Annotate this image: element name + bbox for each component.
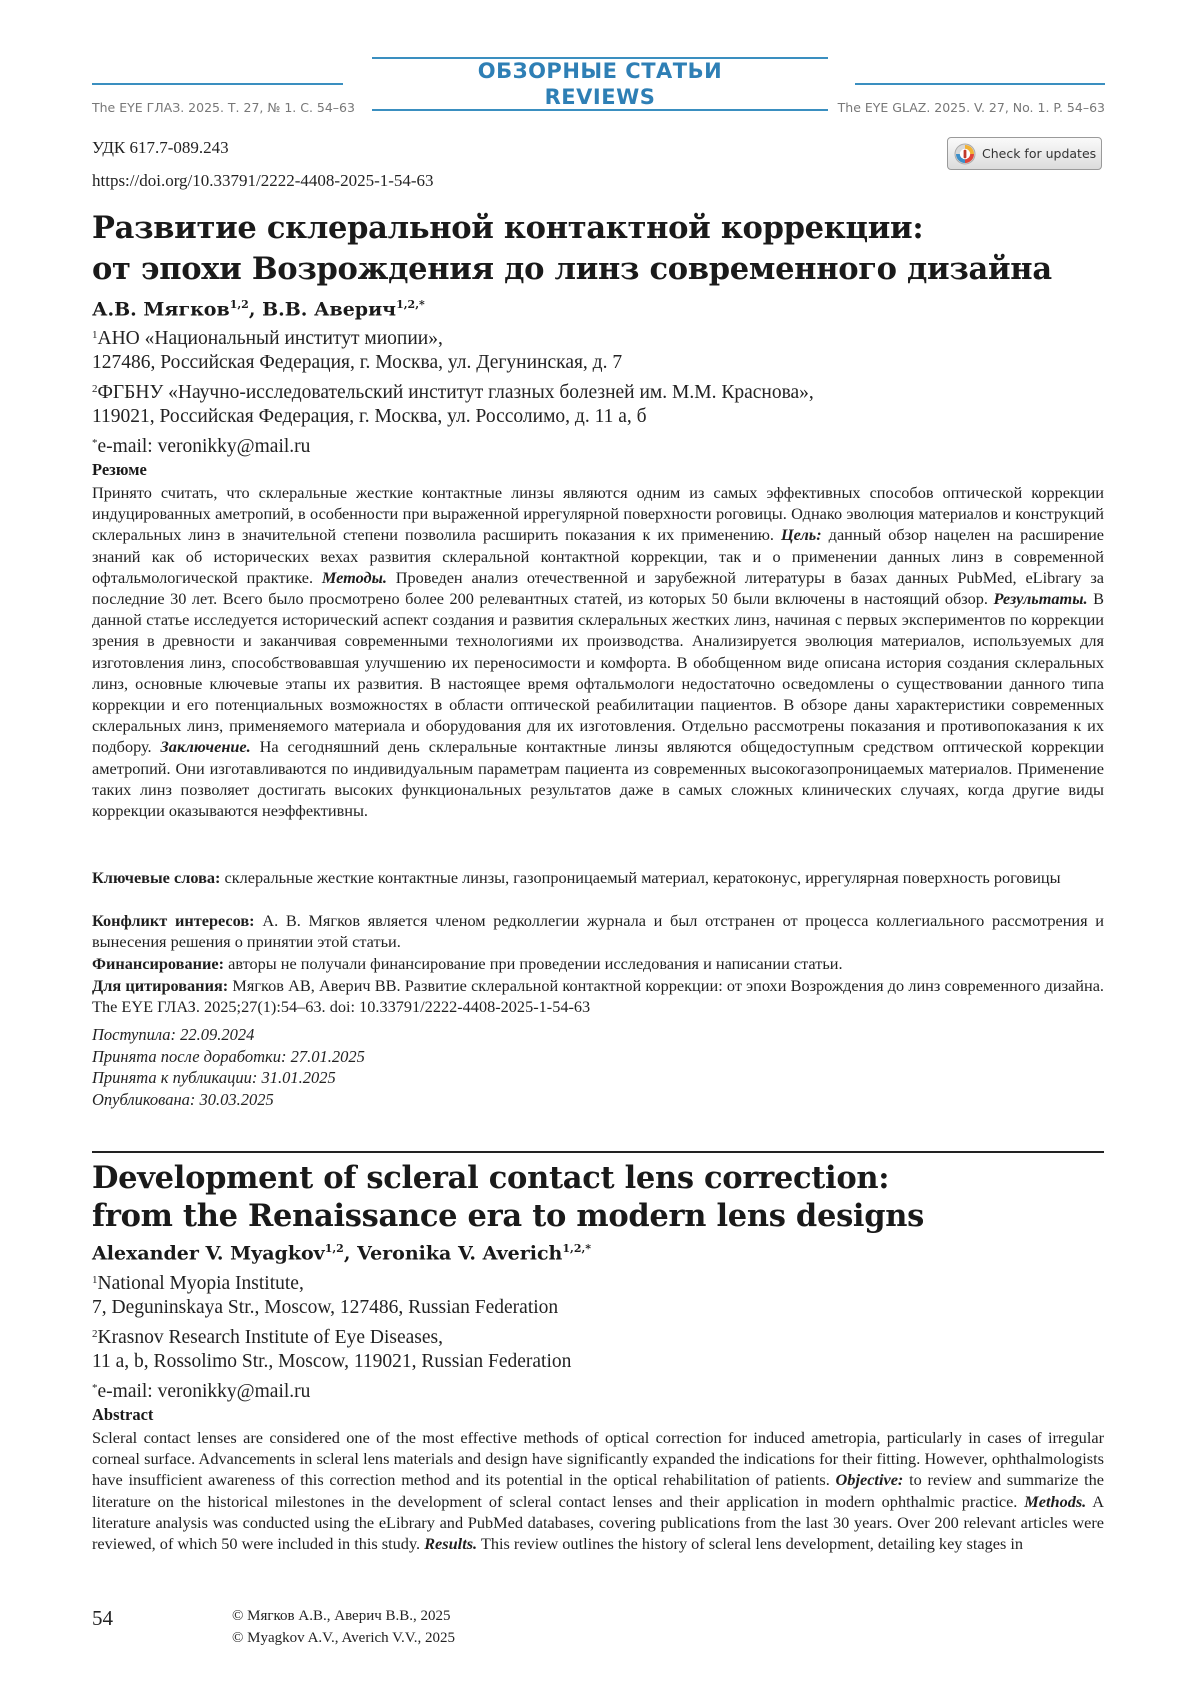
email-en-marker: * (92, 1382, 98, 1394)
affiliation-2-ru-marker: 2 (92, 383, 98, 395)
conclusion-text-ru: На сегодняшний день склеральные контактные линзы являются общедоступным средством оптической коррекции аметропий. Они изготавливаются по индивидуальным параметрам пациента из современных высокогазопроницаемых материалов. Применение таких линз позволяет достигать высоких функциональных результатов даже в самых сложных клинических случаях, когда другие виды коррекции оказываются неэффективны. (92, 737, 1104, 821)
conflict-label-ru: Конфликт интересов: (92, 911, 255, 930)
abstract-heading-en: Abstract (92, 1405, 154, 1424)
author-2-en-affiliation: 1,2,* (562, 1242, 592, 1255)
methods-label-en: Methods. (1024, 1491, 1087, 1511)
aim-text-ru: данный обзор нацелен на расширение знаний как об исторических вехах развития склеральной контактной коррекции, так и о применении данных линз в современной офтальмологической практике. (92, 525, 1105, 587)
author-separator-ru: , (248, 298, 263, 321)
date-revised: Принята после доработки: 27.01.2025 (92, 1046, 365, 1066)
citation-text-ru: Мягков АВ, Аверич ВВ. Развитие склеральной контактной коррекции: от эпохи Возрождения до линз современного дизайна. The EYE ГЛАЗ. 2025;27(1):54–63. doi: 10.33791/2222-4408-2025-1-54-63 (92, 976, 1104, 1017)
udc-code: УДК 617.7-089.243 (92, 138, 229, 157)
email-en (92, 1375, 310, 1405)
email-ru-marker: * (92, 437, 98, 449)
objective-text-en: to review and summarize the literature on the historical milestones in the development of scleral contact lenses and their application in modern ophthalmic practice. (92, 1470, 1104, 1511)
affiliation-1-en-name: National Myopia Institute, (97, 1273, 304, 1294)
keywords-text-ru: склеральные жесткие контактные линзы, газопроницаемый материал, кератоконус, иррегулярная поверхность роговицы (224, 868, 1061, 887)
section-title-ru: ОБЗОРНЫЕ СТАТЬИ (477, 59, 723, 83)
header-rule-right (855, 83, 1105, 85)
section-title-en: REVIEWS (544, 85, 656, 109)
email-en-text[interactable]: e-mail: veronikky@mail.ru (97, 1381, 311, 1402)
objective-label-en: Objective: (835, 1470, 904, 1490)
keywords-label-ru: Ключевые слова: (92, 868, 221, 887)
article-title-ru-line2: от эпохи Возрождения до линз современного дизайна (92, 251, 1052, 287)
check-for-updates-label: Check for updates (982, 146, 1097, 161)
affiliation-1-ru-name: АНО «Национальный институт миопии», (97, 328, 443, 349)
section-divider (92, 1151, 1104, 1153)
affiliation-1-en-marker: 1 (92, 1274, 98, 1286)
check-for-updates-button[interactable] (947, 137, 1102, 170)
author-separator-en: , (343, 1242, 358, 1265)
methods-text-ru: Проведен анализ отечественной и зарубежной литературы в базах данных PubMed, eLibrary за последние 30 лет. Всего было просмотрено более 200 релевантных статей, из которых 50 были включены в настоящий обзор. (92, 567, 1104, 609)
article-title-ru-line1: Развитие склеральной контактной коррекции: (92, 210, 924, 246)
affiliation-2-ru-line1 (92, 376, 814, 406)
dates-ru (92, 1024, 365, 1110)
page-number: 54 (92, 1606, 113, 1630)
results-label-en: Results. (424, 1534, 478, 1554)
date-received: Поступила: 22.09.2024 (92, 1025, 255, 1044)
email-ru-text[interactable]: e-mail: veronikky@mail.ru (97, 436, 311, 457)
affiliation-2-en-name: Krasnov Research Institute of Eye Diseases, (97, 1327, 443, 1348)
funding-label-ru: Финансирование: (92, 954, 225, 973)
article-title-en-line2: from the Renaissance era to modern lens designs (92, 1198, 924, 1234)
affiliation-1-en-line1 (92, 1267, 304, 1297)
crossmark-icon (954, 143, 976, 165)
affiliation-1-ru-marker: 1 (92, 329, 98, 341)
abstract-en-intro: Scleral contact lenses are considered one of the most effective methods of optical correction for induced ametropia, particularly in cases of irregular corneal surface. Advancements in scleral lens materials and design have significantly expanded the indications for their fitting. However, ophthalmologists have insufficient awareness of this correction method and its potential in the optical rehabilitation of patients. (92, 1428, 1104, 1490)
conflict-ru (92, 910, 1104, 952)
results-text-en: This review outlines the history of scleral lens development, detailing key stages in (480, 1534, 1024, 1554)
abstract-heading-ru: Резюме (92, 460, 147, 479)
author-1-ru: А.В. Мягков (92, 298, 230, 321)
methods-label-ru: Методы. (321, 567, 387, 587)
citation-ru (92, 975, 1104, 1017)
affiliation-2-en-line1 (92, 1321, 443, 1351)
author-1-en: Alexander V. Myagkov (92, 1242, 325, 1265)
author-1-ru-affiliation: 1,2 (229, 298, 249, 311)
author-2-ru-affiliation: 1,2,* (396, 298, 425, 311)
affiliation-2-en-address: 11 a, b, Rossolimo Str., Moscow, 119021, Russian Federation (92, 1351, 572, 1372)
article-title-en-line1: Development of scleral contact lens correction: (92, 1160, 890, 1196)
affiliation-2-en-marker: 2 (92, 1328, 98, 1340)
copyright-en: © Myagkov A.V., Averich V.V., 2025 (232, 1630, 455, 1646)
conclusion-label-ru: Заключение. (160, 737, 251, 757)
affiliation-1-ru-line1 (92, 322, 443, 352)
author-2-en: Veronika V. Averich (357, 1242, 563, 1265)
authors-en (92, 1242, 591, 1264)
citation-label-ru: Для цитирования: (92, 976, 229, 995)
author-2-ru: В.В. Аверич (262, 298, 397, 321)
running-head-right: The EYE GLAZ. 2025. V. 27, No. 1. P. 54–63 (837, 100, 1105, 115)
running-head-left: The EYE ГЛАЗ. 2025. Т. 27, № 1. С. 54–63 (92, 100, 355, 115)
abstract-en (92, 1427, 1104, 1554)
funding-text-ru: авторы не получали финансирование при проведении исследования и написании статьи. (228, 954, 843, 973)
date-published: Опубликована: 30.03.2025 (92, 1089, 274, 1109)
conflict-text-ru: А. В. Мягков является членом редколлегии журнала и был отстранен от процесса коллегиального рассмотрения и вынесения решения о принятии этой статьи. (92, 911, 1105, 952)
abstract-ru-intro: Принято считать, что склеральные жесткие контактные линзы являются одним из самых эффективных способов оптической коррекции индуцированных аметропий, в особенности при выраженной иррегулярной поверхности роговицы. Однако эволюция материалов и конструкций склеральных линз в значительной степени позволила расширить показания к их применению. (92, 483, 1104, 545)
authors-ru (92, 298, 425, 320)
keywords-ru (92, 867, 1104, 888)
author-1-en-affiliation: 1,2 (324, 1242, 344, 1255)
header-rule-left (92, 83, 343, 85)
date-accepted: Принята к публикации: 31.01.2025 (92, 1068, 336, 1087)
affiliation-1-ru-address: 127486, Российская Федерация, г. Москва, ул. Дегунинская, д. 7 (92, 352, 623, 373)
results-text-ru: В данной статье исследуется исторический аспект создания и развития склеральных жестких линз, начиная с первых экспериментов по коррекции зрения в древности и заканчивая современными технологиями их производства. Анализируется эволюция материалов, используемых для изготовления линз, способствовавшая улучшению их переносимости и комфорта. В обобщенном виде описана история создания склеральных линз, основные ключевые этапы их развития. В настоящее время офтальмологи недостаточно осведомлены о существовании данного типа коррекции и его потенциальных возможностях в области оптической реабилитации пациентов. В обзоре даны характеристики современных склеральных линз, применяемого материала и оборудования для их изготовления. Отдельно рассмотрены показания и противопоказания к их подбору. (92, 589, 1104, 757)
email-ru (92, 430, 310, 460)
affiliation-2-ru-name: ФГБНУ «Научно-исследовательский институт глазных болезней им. М.М. Краснова», (97, 382, 814, 403)
results-label-ru: Результаты. (993, 589, 1088, 609)
affiliation-2-ru-address: 119021, Российская Федерация, г. Москва, ул. Россолимо, д. 11 а, б (92, 406, 647, 427)
affiliation-1-en-address: 7, Deguninskaya Str., Moscow, 127486, Russian Federation (92, 1297, 559, 1318)
funding-ru (92, 953, 1104, 974)
methods-text-en: A literature analysis was conducted using the eLibrary and PubMed databases, covering publications from the last 30 years. Over 200 relevant articles were reviewed, of which 50 were included in this study. (92, 1491, 1105, 1554)
copyright-ru: © Мягков А.В., Аверич В.В., 2025 (232, 1608, 451, 1624)
doi-link[interactable]: https://doi.org/10.33791/2222-4408-2025-1-54-63 (92, 171, 434, 190)
aim-label-ru: Цель: (780, 525, 822, 545)
abstract-ru (92, 482, 1104, 821)
